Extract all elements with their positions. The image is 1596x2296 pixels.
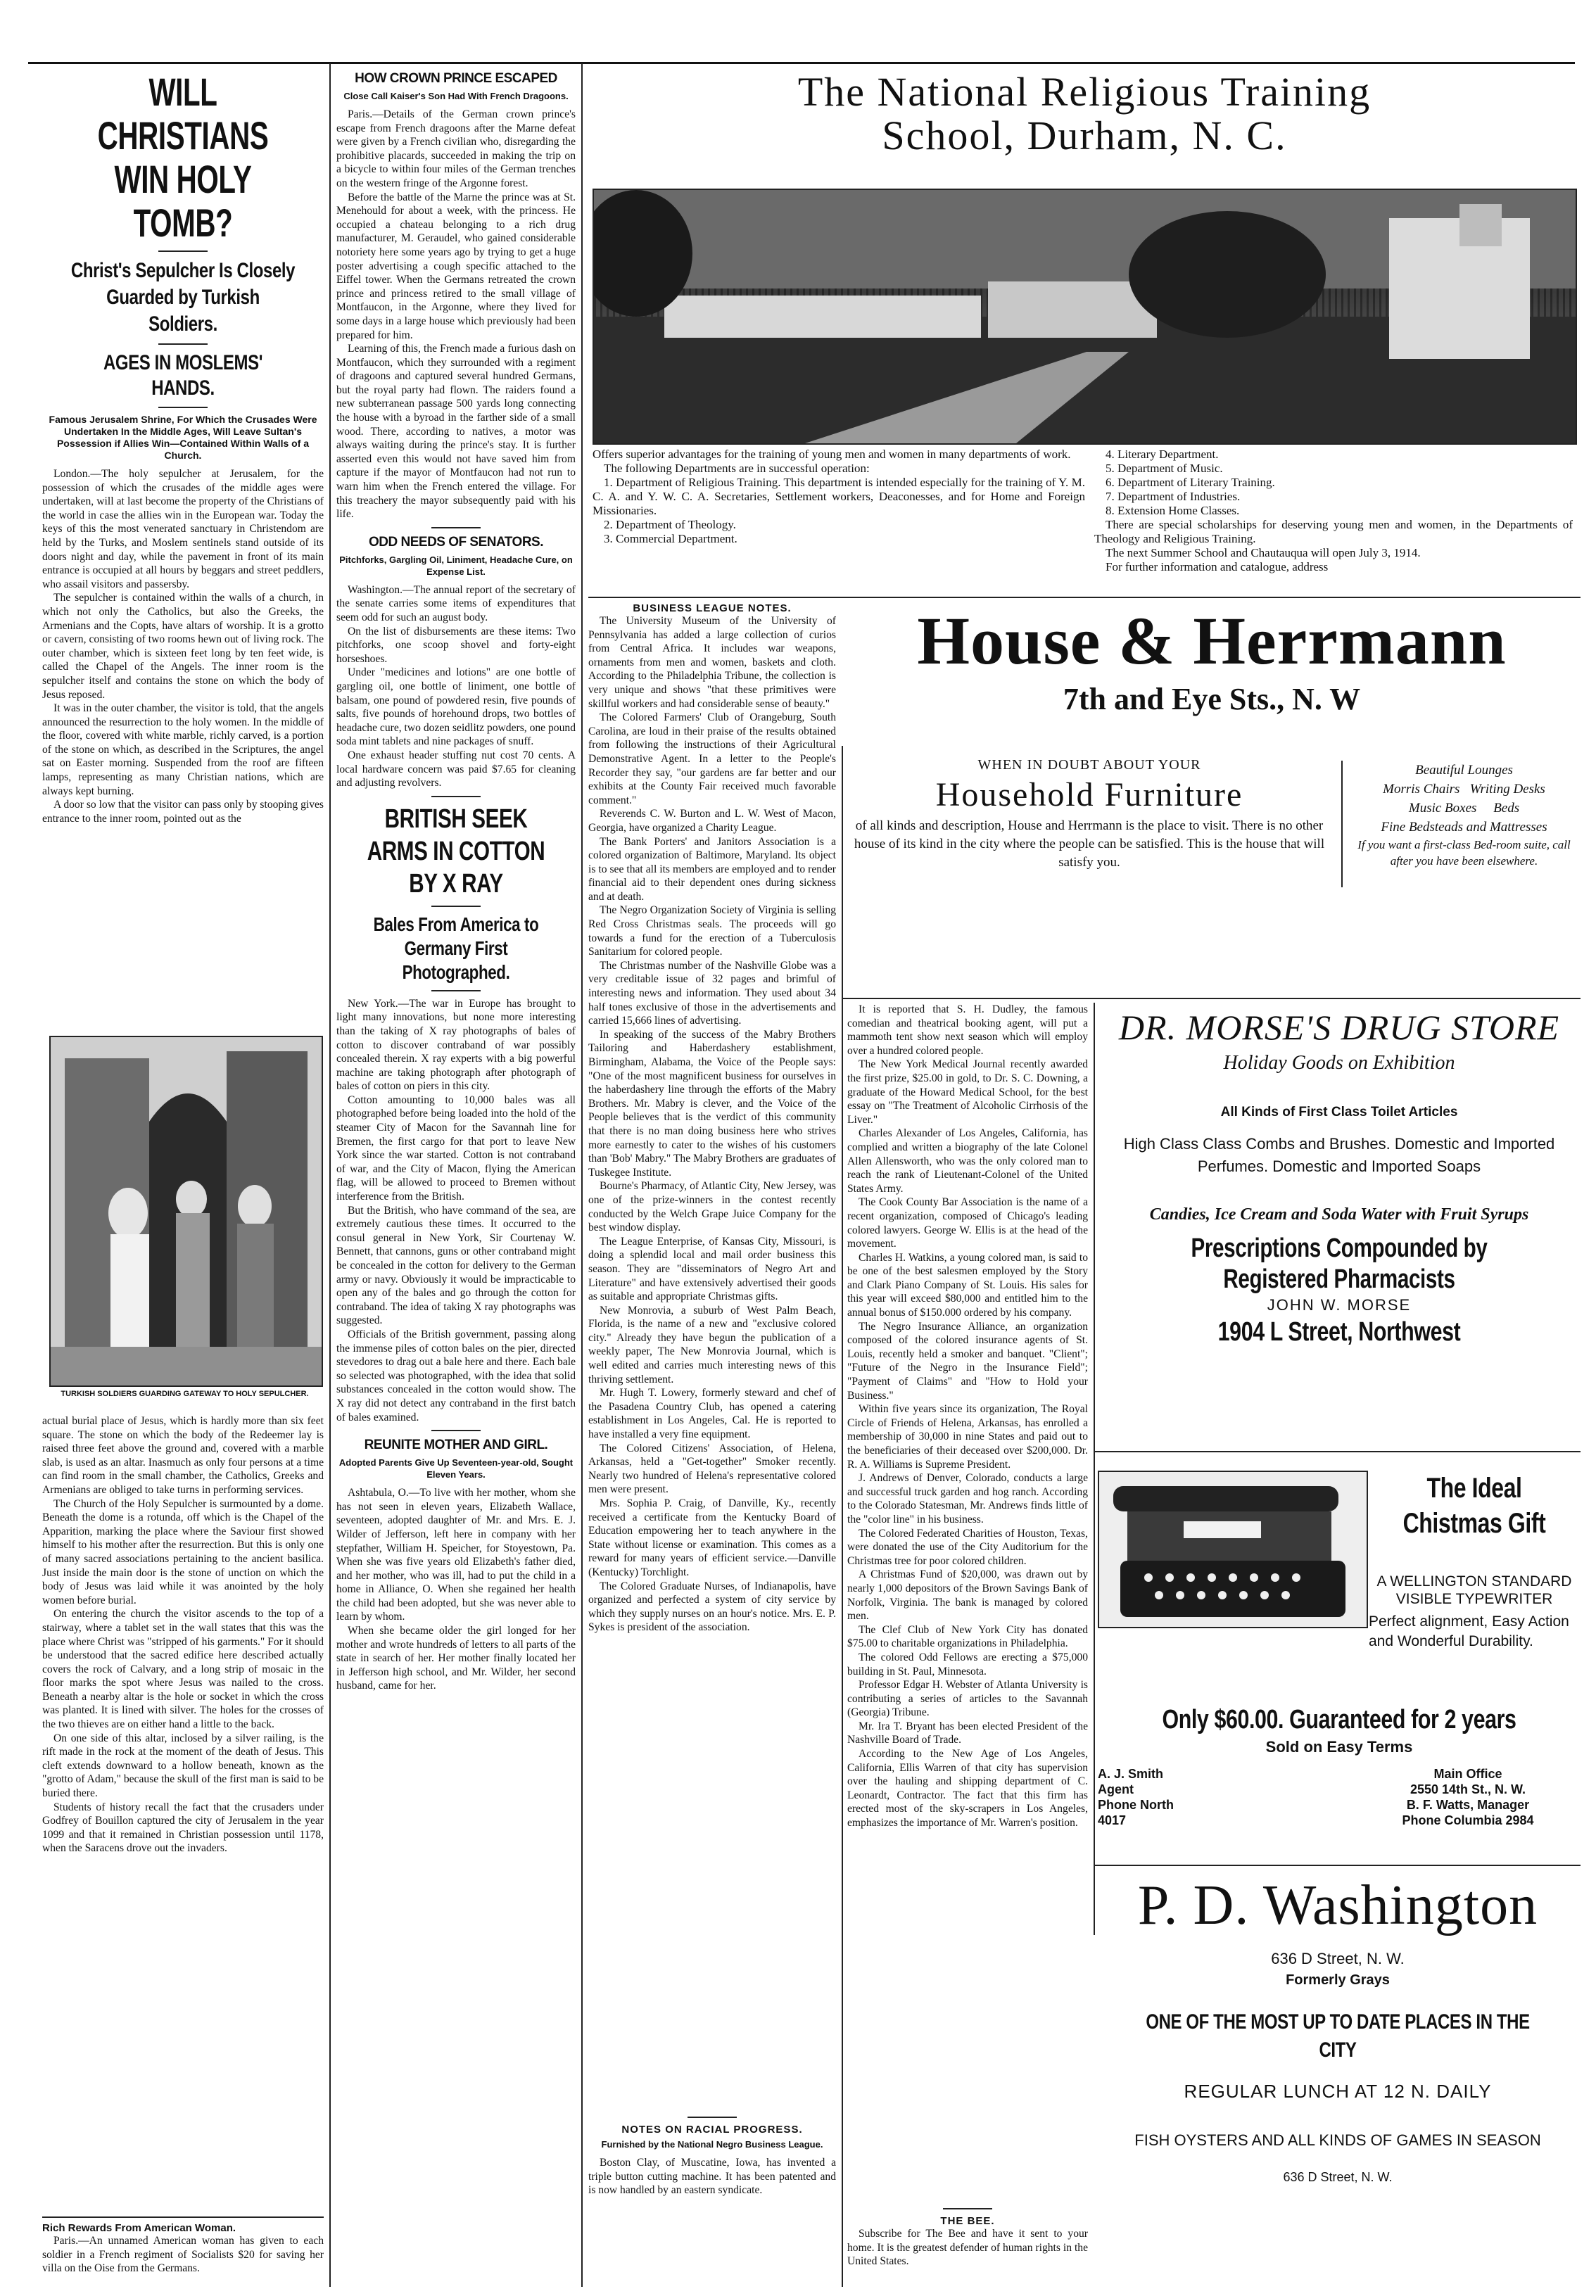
washington-address2: 636 D Street, N. W. xyxy=(1283,2170,1393,2184)
paragraph: On the list of disbursements are these items: Two pitchforks, one scoop shovel and forty-eight horseshoes. xyxy=(336,625,576,665)
deck-racial-progress: Furnished by the National Negro Business League. xyxy=(601,2139,823,2150)
furniture-copy: of all kinds and description, House and Herrmann is the place to visit. There is no other house of its kind in the city where the people can be satisfied. This is the house that will satisfy you. xyxy=(854,818,1325,870)
deck-reunite: Adopted Parents Give Up Seventeen-year-old, Sought Eleven Years. xyxy=(338,1457,574,1480)
washington-name: P. D. Washington xyxy=(1137,1875,1538,1936)
divider xyxy=(431,796,481,797)
brief-headline: Rich Rewards From American Woman. xyxy=(42,2222,236,2234)
school-left-text xyxy=(593,448,1085,588)
morse-address: 1904 L Street, Northwest xyxy=(1217,1317,1461,1347)
paragraph: Students of history recall the fact that the crusaders under Godfrey of Bouillon captured the city of Jerusalem in the year 1099 and that it remained in Christian possession until 1178, when the Saracens drove out the invaders. xyxy=(42,1801,324,1855)
furniture-note: If you want a first-class Bed-room suite, call after you have been elsewhere. xyxy=(1357,838,1571,868)
paragraph: The Bank Porters' and Janitors Association is a colored organization of Baltimore, Maryland. Its object is to see that all its members are employed and to render financial aid to their dependent ones during sickness and at death. xyxy=(588,835,836,903)
school-title-line1: The National Religious Training xyxy=(797,70,1372,115)
subhead-bales: Bales From America to Germany First Photographed. xyxy=(373,913,539,983)
paragraph: 8. Extension Home Classes. xyxy=(1106,504,1240,517)
column-rule xyxy=(1094,1003,1095,1935)
paragraph: New York.—The war in Europe has brought to light many innovations, but none more interesting than the taking of X ray photographs of bales of cotton to discover contraband of war possibly concealed therein. X ray experts with a big powerful machine are taking photograph after photograph of bales of cotton on piers in this city. xyxy=(336,997,576,1093)
wellington-pricing xyxy=(1098,1703,1581,1844)
paragraph: It was in the outer chamber, the visitor is told, that the angels announced the resurrection to the holy women. In the middle of the floor, covered with white marble, richly carved, is a portion of the stone on which, as described in the Scriptures, the angel sat on Easter morning. Suspended from the roof are fifteen lamps, representing as many Christian nations, which are always kept burning. xyxy=(42,702,324,797)
headline-business-league: BUSINESS LEAGUE NOTES. xyxy=(633,602,792,614)
headline-reunite: REUNITE MOTHER AND GIRL. xyxy=(364,1438,548,1453)
paragraph: Ashtabula, O.—To live with her mother, whom she has not seen in eleven years, Elizabeth Wallace, seventeen, adopted daughter of Mr. and Mrs. E. J. Wilder of Jefferson, left here in company with her stepfather, William H. Speicher, for Stoyestown, Pa. When she was five years old Elizabeth's father died, and her mother, who was ill, had to put the child in a home in Alliance, O. When she regained her health the child had been adopted, but she was never able to learn by whom. xyxy=(336,1487,576,1623)
ad-divider xyxy=(1341,761,1343,887)
deck-crown-prince: Close Call Kaiser's Son Had With French Dragoons. xyxy=(343,91,569,101)
house-herrmann-name: House & Herrmann xyxy=(917,603,1507,678)
paragraph: Within five years since its organization, The Royal Circle of Friends of Helena, Arkansas, has enrolled a membership of 30,000 in nine States and paid out to the beneficiaries of their deceased over $200,000. Dr. R. A. Williams is Supreme President. xyxy=(847,1403,1088,1471)
washington-formerly: Formerly Grays xyxy=(1286,1972,1390,1988)
soldiers-gateway-illustration xyxy=(49,1036,323,1387)
paragraph: The Colored Citizens' Association, of Helena, Arkansas, held a "Get-together" Smoker recently. Nearly two hundred of Helena's representative colored men were present. xyxy=(588,1442,836,1496)
morse-line1: All Kinds of First Class Toilet Articles xyxy=(1220,1105,1458,1120)
divider xyxy=(431,527,481,528)
article-body-bottom xyxy=(42,1414,324,2209)
paragraph: 1. Department of Religious Training. This department is intended especially for the training of Y. M. C. A. and Y. W. C. A. Secretaries, Settlement workers, Deaconesses, and for Home and Foreign Missionaries. xyxy=(593,476,1085,517)
paragraph: Bourne's Pharmacy, of Atlantic City, New Jersey, was one of the prize-winners in the contest recently conducted by the Welch Grape Juice Company for the best window display. xyxy=(588,1180,836,1234)
paragraph: On entering the church the visitor ascends to the top of a stairway, where a tablet set in the wall states that this was the place where Christ was "stripped of his garments." For it should be understood that the sacred edifice here described actually covers the rock of Calvary, and a long strip of mosaic in the floor marks the spot where Jesus was nailed to the cross. Beneath a nearby altar is the hole or socket in which the cross was planted. It is lined with silver. The holes for the crosses of the two thieves are on either hand a little to the back. xyxy=(42,1608,324,1731)
paragraph: The Clef Club of New York City has donated $75.00 to charitable organizations in Philadelphia. xyxy=(847,1623,1088,1650)
divider xyxy=(688,2117,737,2118)
paragraph: The Church of the Holy Sepulcher is surmounted by a dome. Beneath the dome is a rotunda, off which is the Chapel of the Apparition, marking the place where the Saviour first showed himself to his mother after the resurrection. But this is only one of many sacred associations pertaining to the ancient basilica. Just inside the main door is the stone of unction on which the body of Jesus was laid while it was anointed by the holy women before burial. xyxy=(42,1497,324,1606)
top-rule xyxy=(28,62,1575,64)
washington-tagline: ONE OF THE MOST UP TO DATE PLACES IN THE CITY xyxy=(1146,2010,1530,2062)
paragraph: The Negro Organization Society of Virginia is selling Red Cross Christmas seals. The proceeds will go towards a fund for the erection of a Tuberculosis Sanitarium for colored people. xyxy=(588,904,836,958)
paragraph: Cotton amounting to 10,000 bales was all photographed before being loaded into the hold of the steamer City of Macon for the Savannah line for Bremen, the first cargo for that port to leave New York since the war started. Cotton is not contraband of war, and the City of Macon, flying the American flag, will be allowed to proceed to Bremen without interference from the British. xyxy=(336,1093,576,1203)
paragraph: On one side of this altar, inclosed by a silver railing, is the rift made in the rock at the moment of the death of Jesus. This cleft extends downward to a hollow beneath, known as the "grotto of Adam," because the skull of the first man is said to be buried there. xyxy=(42,1732,324,1800)
paragraph: 3. Commercial Department. xyxy=(604,532,737,545)
paragraph: The Negro Insurance Alliance, an organization composed of the colored insurance agents of St. Louis, recently held a smoker and banquet. "Client"; "Future of the Negro in the Insurance Field"; "Payment of Claims" and "How to Hold your Business." xyxy=(847,1320,1088,1402)
divider xyxy=(158,407,208,408)
paragraph: The sepulcher is contained within the walls of a church, in which not only the Catholics, but also the Greeks, the Armenians and the Copts, have altars of worship. It is a grotto or cavern, consisting of two rooms hewn out of living rock. The outer chamber, which is sixteen feet long by ten feet wide, is called the Chapel of the Angels. The inner room is the sepulcher itself and contains the stone on which the body of Jesus reposed. xyxy=(42,592,324,701)
paragraph: A Christmas Fund of $20,000, was drawn out by nearly 1,000 depositors of the Brown Savings Bank of Norfolk, Virginia. The bank is managed by colored men. xyxy=(847,1568,1088,1623)
paragraph: In speaking of the success of the Mabry Brothers Tailoring and Haberdashery establishment, Birmingham, Alabama, the Voice of the People says: "One of the most magnificent business for ourselves in the haberdashery line through the efforts of the Mabry Brothers. Mr. Mabry is clever, and the Voice of the People believes that is the verdict of this community that there is no man doing business here who strives more earnestly to cater to the wishes of his customers than 'Bob' Mabry." The Mabry Brothers are graduates of Tuskegee Institute. xyxy=(588,1028,836,1179)
paragraph: For further information and catalogue, address xyxy=(1106,560,1329,573)
paragraph: It is reported that S. H. Dudley, the famous comedian and theatrical booking agent, will put a mammoth tent show next season which will employ over a hundred colored people. xyxy=(847,1003,1088,1057)
divider xyxy=(158,343,208,345)
paragraph: The Colored Farmers' Club of Orangeburg, South Carolina, are loud in their praise of the results obtained from following the instructions of their Agricultural Demonstrative Agent. In a letter to the People's Recorder they say, "our gardens are far better and our exhibits at the County Fair received much favorable comment." xyxy=(588,711,836,806)
divider xyxy=(943,2208,992,2209)
furniture-item: Music Boxes xyxy=(1408,801,1477,816)
headline-racial-progress: NOTES ON RACIAL PROGRESS. xyxy=(621,2124,803,2136)
wellington-terms: Sold on Easy Terms xyxy=(1265,1738,1413,1756)
morse-prescriptions: Prescriptions Compounded by Registered Pharmacists xyxy=(1191,1233,1488,1294)
paragraph: Learning of this, the French made a furious dash on Montfaucon, which they surrounded with a regiment of dragoons and captured several hundred Germans, but the royal party had flown. The raiders found a new subterranean passage 500 yards long connecting the house with a byroad in the farther side of a small wood. There, according to natives, a motor was always waiting during the prince's stay. It is further asserted even this would not have saved him from capture if the mayor of Montfaucon had not run to warn him when the French entered the village. For this treachery the mayor subsequently paid with his life. xyxy=(336,343,576,521)
wellington-product: A WELLINGTON STANDARD VISIBLE TYPEWRITER xyxy=(1376,1573,1572,1607)
headline-senators: ODD NEEDS OF SENATORS. xyxy=(369,534,543,550)
paragraph: Reverends C. W. Burton and L. W. West of Macon, Georgia, have organized a Charity League. xyxy=(588,808,836,834)
paragraph: 5. Department of Music. xyxy=(1106,462,1223,475)
furniture-item-row xyxy=(1350,799,1578,818)
headline-british-cotton: BRITISH SEEK ARMS IN COTTON BY X RAY xyxy=(367,804,545,899)
wellington-price: Only $60.00. Guaranteed for 2 years xyxy=(1162,1705,1516,1734)
divider xyxy=(431,1430,481,1431)
paragraph: Charles H. Watkins, a young colored man, is said to be one of the best salesmen employed by the Story and Clark Piano Company of St. Louis. His sales for this year will exceed $80,000 and entitled him to the annual bonus of $150.000 ordered by his company. xyxy=(847,1251,1088,1319)
headline-holy-tomb: WILL CHRISTIANS WIN HOLY TOMB? xyxy=(97,70,269,245)
paragraph: The following Departments are in successful operation: xyxy=(604,462,870,475)
paragraph: Paris.—Details of the German crown prince's escape from French dragoons after the Marne defeat were given by a French civilian who, disregarding the prohibitive placards, succeeded in making the trip on a bicycle to within four miles of the German trenches on the western fringe of the Argonne forest. xyxy=(336,108,576,189)
furniture-item: Writing Desks xyxy=(1469,782,1545,797)
morse-line2: High Class Class Combs and Brushes. Domestic and Imported Perfumes. Domestic and Imported Soaps xyxy=(1123,1135,1555,1175)
house-herrmann-ad xyxy=(843,602,1581,1003)
school-title-line2: School, Durham, N. C. xyxy=(882,113,1287,158)
morse-owner: JOHN W. MORSE xyxy=(1267,1296,1412,1314)
school-campus-photo xyxy=(593,189,1577,445)
paragraph: When she became older the girl longed for her mother and wrote hundreds of letters to all parts of the state in search of her. Her mother finally located her in Jefferson high school, and Mr. Wilder, her second husband, came for her. xyxy=(336,1625,576,1692)
washington-fish: FISH OYSTERS AND ALL KINDS OF GAMES IN SEASON xyxy=(1134,2131,1541,2149)
morse-holiday: Holiday Goods on Exhibition xyxy=(1223,1052,1455,1074)
paragraph: Mr. Ira T. Bryant has been elected President of the Nashville Board of Trade. xyxy=(847,1720,1088,1746)
paragraph: One exhaust header stuffing nut cost 70 cents. A local hardware concern was paid $7.65 for cleaning and adjusting revolvers. xyxy=(336,749,576,789)
paragraph: The Cook County Bar Association is the name of a recent organization, composed of Chicago's leading colored lawyers. George W. Ellis is at the head of the movement. xyxy=(847,1196,1088,1250)
wellington-office: Main Office 2550 14th St., N. W. B. F. Watts, Manager Phone Columbia 2984 xyxy=(1402,1767,1534,1827)
divider xyxy=(158,250,208,252)
the-bee xyxy=(847,2202,1088,2290)
wellington-agent: A. J. Smith Agent Phone North 4017 xyxy=(1098,1767,1174,1827)
racial-progress xyxy=(588,2111,836,2290)
paragraph: Subscribe for The Bee and have it sent to your home. It is the greatest defender of human rights in the United States. xyxy=(847,2228,1088,2268)
divider xyxy=(42,2216,324,2218)
ideal-gift-headline: The Ideal Chistmas Gift xyxy=(1402,1473,1546,1539)
paragraph: The League Enterprise, of Kansas City, Missouri, is doing a splendid local and mail order business this season. They are "disseminators of Negro Art and Literature" and have extensively advertised their goods as suitable and appropriate Christmas gifts. xyxy=(588,1235,836,1303)
paragraph: The colored Odd Fellows are erecting a $75,000 building in St. Paul, Minnesota. xyxy=(847,1651,1088,1677)
furniture-item: Morris Chairs xyxy=(1383,782,1460,797)
morse-line3: Candies, Ice Cream and Soda Water with Fruit Syrups xyxy=(1149,1205,1529,1224)
column-rule xyxy=(581,63,583,2287)
paragraph: The Colored Graduate Nurses, of Indianapolis, have organized and perfected a system of city service by which they supply nurses on an hour's notice. Mrs. E. P. Sykes is president of the association. xyxy=(588,1580,836,1634)
divider xyxy=(1095,1451,1581,1452)
paragraph: Charles Alexander of Los Angeles, California, has complied and written a biography of the late Colonel Allen Allensworth, who was the only colored man to reach the rank of Lieutenant-Colonel of the United States Army. xyxy=(847,1127,1088,1195)
washington-lunch: REGULAR LUNCH AT 12 N. DAILY xyxy=(1184,2081,1492,2102)
divider xyxy=(843,998,1581,999)
brief-body: Paris.—An unnamed American woman has given to each soldier in a French regiment of Socialists $20 for saving her villa on the Oise from the Germans. xyxy=(42,2235,324,2275)
house-herrmann-address: 7th and Eye Sts., N. W xyxy=(1063,682,1361,716)
paragraph: The next Summer School and Chautauqua will open July 3, 1914. xyxy=(1106,546,1421,559)
paragraph: 4. Literary Department. xyxy=(1106,448,1219,461)
divider xyxy=(431,990,481,991)
paragraph: According to the New Age of Los Angeles, California, Ellis Warren of that city has supervision over the hauling and shipping department of C. Leonardt, Contractor. The fact that this firm has erected most of the sky-scrapers in Los Angeles, emphasizes the importance of Mr. Warren's position. xyxy=(847,1748,1088,1829)
furniture-item-row xyxy=(1350,780,1578,799)
article-body-top xyxy=(42,467,324,825)
paragraph: The Christmas number of the Nashville Globe was a very creditable issue of 32 pages and brimful of interesting news and information. They used about 34 half tones exclusive of those in the advertisements and carried 15,666 lines of advertising. xyxy=(588,959,836,1027)
washington-address: 636 D Street, N. W. xyxy=(1271,1950,1405,1967)
paragraph: actual burial place of Jesus, which is hardly more than six feet square. The stone on which the body of the Redeemer lay is raised three feet above the ground and, covered with a marble slab, is used as an altar. Inasmuch as only four persons at a time can find room in the small chamber, the Catholics, Greeks and Armenians are obliged to take turns in performing services. xyxy=(42,1415,324,1496)
paragraph: Mrs. Sophia P. Craig, of Danville, Ky., recently received a certificate from the Kentucky Board of Education empowering her to teach anywhere in the State without license or examination. This comes as a reward for many years of efficient service.—Danville (Kentucky) Torchlight. xyxy=(588,1497,836,1578)
paragraph: Mr. Hugh T. Lowery, formerly steward and chef of the Pasadena Country Club, has opened a catering establishment in Los Angeles, Cal. He is reported to have installed a very fine equipment. xyxy=(588,1387,836,1441)
paragraph: Officials of the British government, passing along the immense piles of cotton bales on the pier, directed stevedores to drag out a bale here and there. Each bale so selected was photographed, with the idea that solid substances concealed in the cotton would show. The X ray did not detect any contraband in the first batch of bales examined. xyxy=(336,1328,576,1423)
school-right-text xyxy=(1094,448,1573,588)
bee-headline: THE BEE. xyxy=(940,2215,995,2227)
paragraph: London.—The holy sepulcher at Jerusalem, for the possession of which the crusades of the middle ages were undertaken, will at last become the property of the Christians of the world in case the allies win in the European war. Today the keys of this the most venerated sanctuary in Christendom are held by the Turks, and Moslem sentinels stand outside of its doors night and day, while the pavement in front of its main entrance is occupied at all hours by beggars and street peddlers, who assail visitors and passersby. xyxy=(42,468,324,590)
column-3 xyxy=(588,602,836,2288)
column-2 xyxy=(336,70,576,2287)
illustration-caption: TURKISH SOLDIERS GUARDING GATEWAY TO HOLY SEPULCHER. xyxy=(61,1390,309,1398)
wellington-title xyxy=(1369,1471,1580,1562)
subhead-ages: AGES IN MOSLEMS' HANDS. xyxy=(103,351,262,400)
furniture-item: Fine Bedsteads and Mattresses xyxy=(1381,820,1547,835)
morse-store-name: DR. MORSE'S DRUG STORE xyxy=(1118,1008,1560,1047)
paragraph: But the British, who have command of the sea, are extremely cautious these times. It occurred to the consul general in New York, Sir Courtenay W. Bennett, that cannons, guns or other contraband might be concealed in the cotton for delivery to the German army or navy. Obviously it would be impracticable to open any of the bales and go through the cotton for contraband. The idea of taking X ray photographs was suggested. xyxy=(336,1204,576,1327)
furniture-list xyxy=(1350,761,1578,869)
household-furniture: Household Furniture xyxy=(935,776,1243,813)
paragraph: Boston Clay, of Muscatine, Iowa, has invented a triple button cutting machine. It has been patented and is now handled by an eastern syndicate. xyxy=(588,2157,836,2197)
divider xyxy=(431,906,481,907)
paragraph: J. Andrews of Denver, Colorado, conducts a large and successful truck garden and hog ranch. According to the Colorado Statesman, Mr. Andrews finds little of the "color line" in his business. xyxy=(847,1472,1088,1526)
paragraph: 6. Department of Literary Training. xyxy=(1106,476,1275,489)
paragraph: 2. Department of Theology. xyxy=(604,518,736,531)
deck-senators: Pitchforks, Gargling Oil, Liniment, Headache Cure, on Expense List. xyxy=(339,554,573,577)
paragraph: 7. Department of Industries. xyxy=(1106,490,1241,503)
paragraph: Offers superior advantages for the training of young men and women in many departments of work. xyxy=(593,448,1071,461)
paragraph: The New York Medical Journal recently awarded the first prize, $25.00 in gold, to Dr. S. C. Downing, a graduate of the Howard Medical School, for the best essay on "The Treatment of Alcoholic Cirrhosis of the Liver." xyxy=(847,1058,1088,1126)
paragraph: New Monrovia, a suburb of West Palm Beach, Florida, is the name of a new and "exclusive colored city." Already they have begun the publication of a weekly paper, The New Monrovia Journal, which is well edited and carries much interesting news of this thriving settlement. xyxy=(588,1304,836,1385)
washington-ad xyxy=(1095,1872,1581,2290)
typewriter-illustration xyxy=(1098,1471,1368,1628)
divider xyxy=(588,597,1581,598)
headline-crown-prince: HOW CROWN PRINCE ESCAPED xyxy=(355,71,557,86)
wellington-features: Perfect alignment, Easy Action and Wonderful Durability. xyxy=(1369,1613,1569,1649)
paragraph: Before the battle of the Marne the prince was at St. Menehould for about a week, with the princess. He occupied a chateau belonging to a rich drug manufacturer, M. Geraudel, who gained considerable notoriety here some years ago by trying to get a huge poster advertising a cough specific attached to the Eiffel tower. When the Germans retreated the crown prince and princess retired to the small village of Montfaucon, in the Argonne, where they lived for some days in a large house which previously had been prepared for him. xyxy=(336,191,576,341)
divider xyxy=(1095,1865,1581,1866)
paragraph: The Colored Federated Charities of Houston, Texas, were donated the use of the City Auditorium for the Christmas tree for poor colored children. xyxy=(847,1527,1088,1567)
wellington-copy xyxy=(1369,1573,1580,1699)
paragraph: A door so low that the visitor can pass only by stooping gives entrance to the inner room, pointed out as the xyxy=(42,799,324,825)
paragraph: Professor Edgar H. Webster of Atlanta University is contributing a series of articles to the Savannah (Georgia) Tribune. xyxy=(847,1679,1088,1719)
column-rule xyxy=(329,63,331,2287)
brief-american-woman xyxy=(42,2222,324,2292)
furniture-item: Beautiful Lounges xyxy=(1415,763,1513,778)
column-4 xyxy=(847,1003,1088,2220)
when-in-doubt: WHEN IN DOUBT ABOUT YOUR xyxy=(977,757,1201,773)
furniture-item: Beds xyxy=(1493,801,1520,816)
morse-drug-store-ad xyxy=(1098,1005,1581,1434)
paragraph: Washington.—The annual report of the secretary of the senate carries some items of expenditures that seem odd for such an august body. xyxy=(336,583,576,623)
article-deck: Famous Jerusalem Shrine, For Which the Crusades Were Undertaken In the Middle Ages, Will Leave Sultan's Possession if Allies Win—Contained Within Walls of a Church. xyxy=(49,414,317,461)
paragraph: There are special scholarships for deserving young men and women, in the Departments of Theology and Religious Training. xyxy=(1094,518,1573,545)
paragraph: Under "medicines and lotions" are one bottle of gargling oil, one bottle of liniment, one bottle of balsam, one pound of powdered resin, five pounds of salts, five pounds of horehound drops, two bottles of headache cure, two dozen seidlitz powders, one pound soda mint tablets and nine packages of snuff. xyxy=(336,666,576,748)
paragraph: The University Museum of the University of Pennsylvania has added a large collection of curios from Central Africa. It includes war weapons, ornaments from men and women, baskets and cloth. According to the Philadelphia Tribune, the collection is very unique and shows "that these primitives were skillful workers and had considerable sense of beauty." xyxy=(588,615,836,710)
subhead-sepulcher: Christ's Sepulcher Is Closely Guarded by Turkish Soldiers. xyxy=(70,259,296,336)
